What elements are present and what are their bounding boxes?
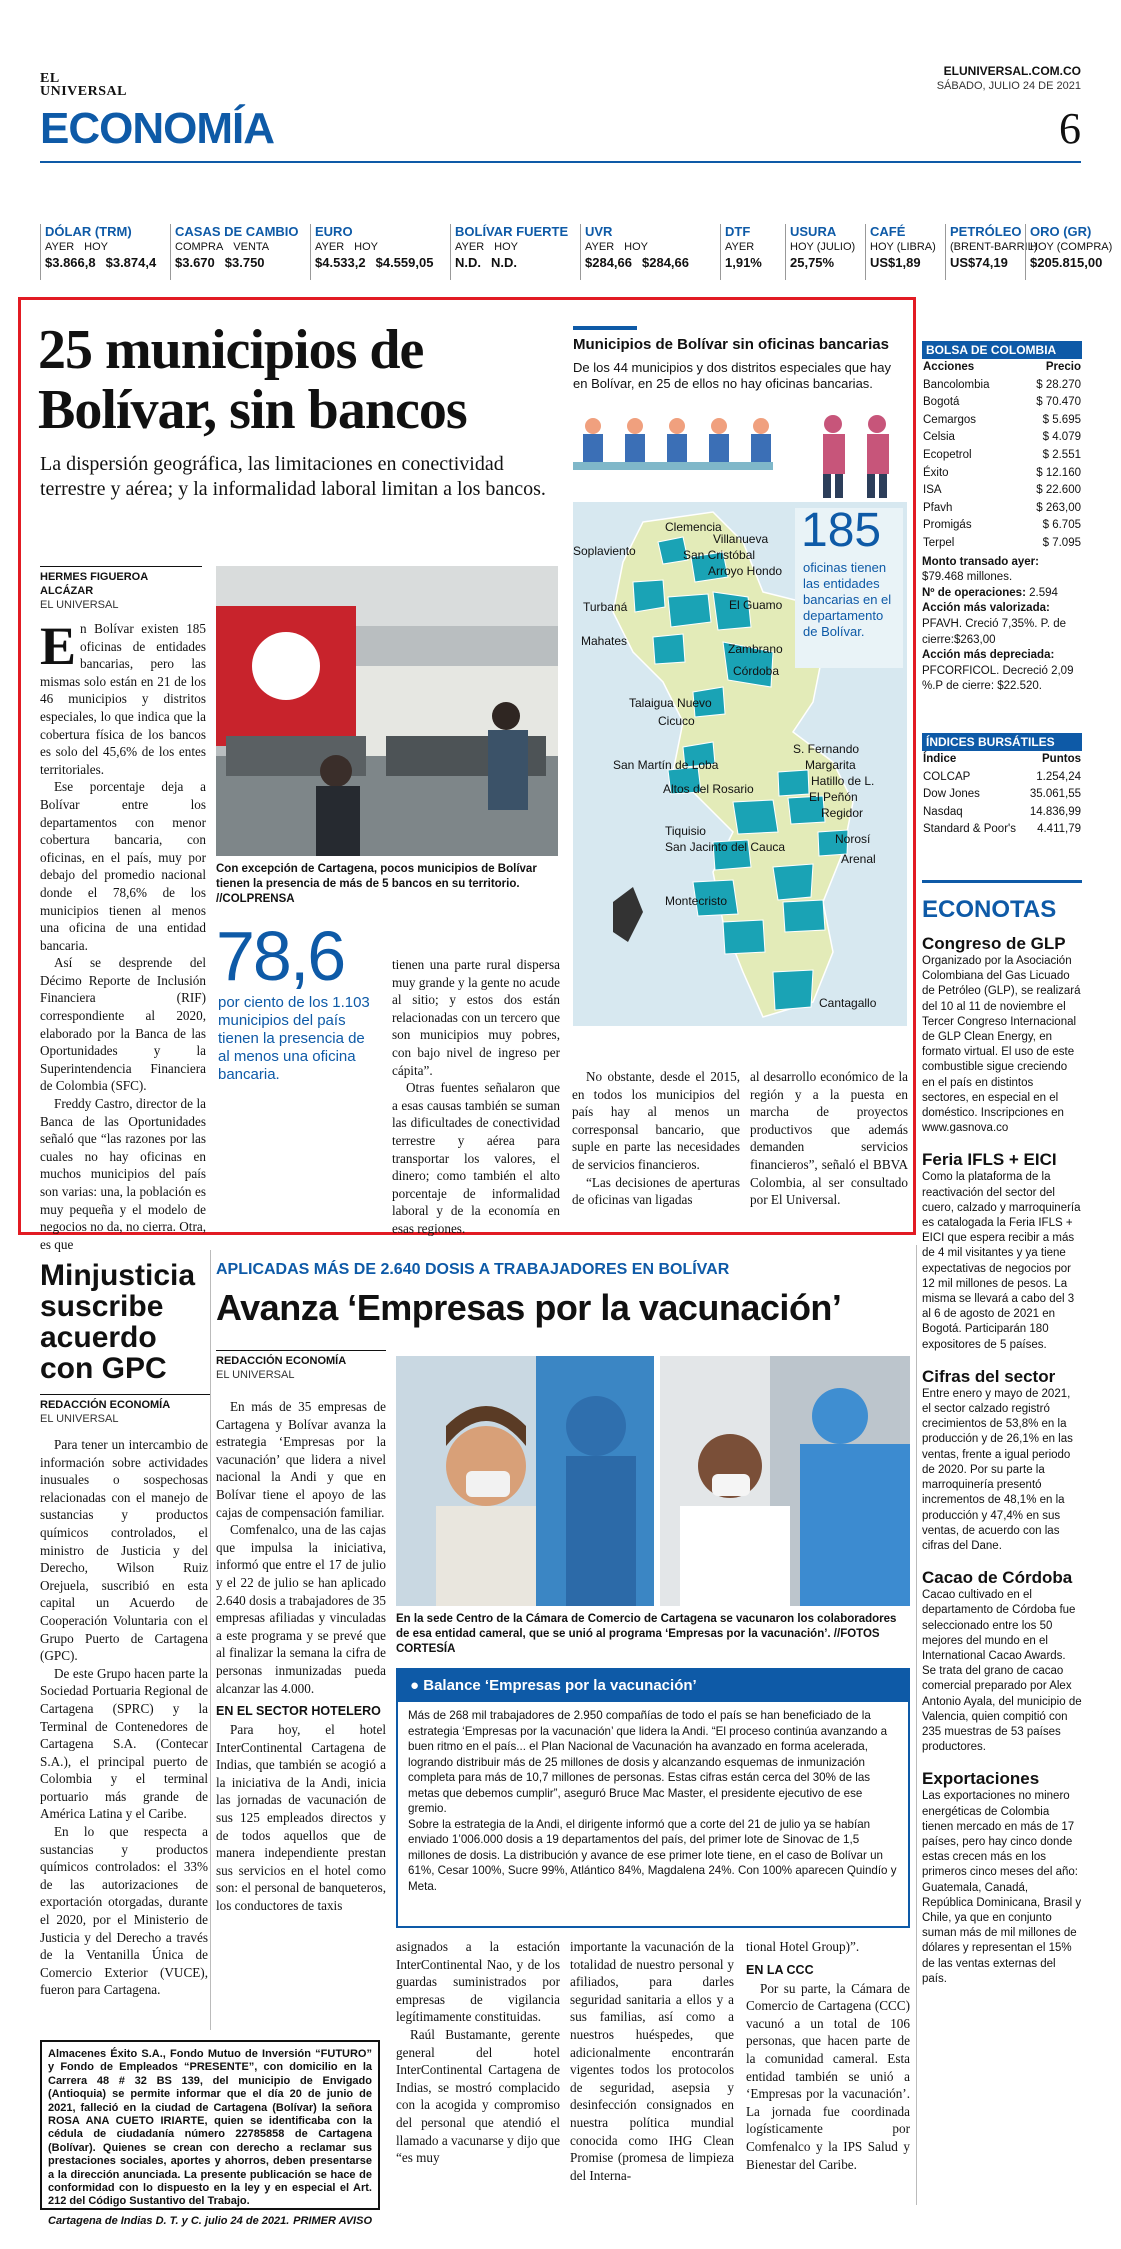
bolivar-map bbox=[573, 502, 907, 1026]
legal-notice-text: Almacenes Éxito S.A., Fondo Mutuo de Inversión “FUTURO” y Fondo de Empleados “PRESENTE”, con domicilio en la Carrera 48 # 32 BS 139, del municipio de Envigado (Antioquia) se permite informar que el día 20 de junio de 2021, falleció en la ciudad de Cartagena (Bolívar) la señora ROSA ANA CUETO IRIARTE, quien se identificaba con la cédula de ciudadanía número 22785858 de Cartagena (Bolívar). Quienes se crean con derecho a reclamar sus prestaciones sociales, aportes y ahorros, deben presentarse a la dirección anunciada. La presente publicación se hace de conformidad con lo dispuesto en la ley y en especial el Art. 212 del Código Sustantivo del Trabajo. bbox=[48, 2048, 372, 2208]
econota-head: Exportaciones bbox=[922, 1769, 1040, 1789]
info-accent-bar bbox=[573, 326, 637, 330]
table-row bbox=[922, 482, 1082, 500]
market-4 bbox=[580, 224, 720, 280]
map-town-label: Córdoba bbox=[733, 664, 780, 678]
bolsa-colombia bbox=[922, 341, 1082, 695]
column-separator bbox=[210, 1250, 211, 2030]
bolsa-note bbox=[922, 601, 1082, 648]
table-row bbox=[922, 429, 1082, 447]
market-title: ORO (GR) bbox=[1030, 224, 1092, 239]
market-value: US$74,19 bbox=[950, 255, 1008, 270]
map-town-label: Cicuco bbox=[658, 714, 695, 728]
market-value: $284,66 bbox=[642, 255, 689, 270]
map-stat-text: oficinas tienen las entidades bancarias en el departamento de Bolívar. bbox=[803, 560, 892, 639]
map-town-label: Villanueva bbox=[713, 532, 769, 546]
market-label: HOY bbox=[354, 241, 378, 253]
paragraph: tienen una parte rural dispersa muy grande y la gente no acude al sitio; y estos dos están relacionadas con un tercero que son municipios muy pobres, con bajo nivel de ingreso per cápita”. bbox=[392, 957, 560, 1078]
big-stat-number: 78,6 bbox=[216, 917, 345, 995]
bolsa-note-text: $79.468 millones. bbox=[922, 571, 1013, 584]
vacuna-subhead: EN LA CCC bbox=[746, 1962, 814, 1977]
market-label: AYER bbox=[315, 241, 345, 253]
paragraph: No obstante, desde el 2015, en todos los municipios del país hay al menos un corresponsal bancario, que suple en parte las necesidades de servicios financieros. bbox=[572, 1069, 740, 1172]
market-0 bbox=[40, 224, 170, 280]
map-town-label: Margarita bbox=[805, 758, 856, 772]
table-cell: $ 70.470 bbox=[1036, 396, 1081, 409]
paragraph: Para tener un intercambio de información sobre actividades inusuales o sospechosas relacionadas con el manejo de sustancias y productos químicos controlados, el ministro de Justicia y del Derecho, Wilson Ruiz Orejuela, suscribió en esta capital un Acuerdo de Cooperación Voluntaria con el Grupo Puerto de Cartagena (GPC). bbox=[40, 1437, 208, 1664]
table-cell: Terpel bbox=[923, 536, 955, 549]
paragraph: Por su parte, la Cámara de Comercio de Cartagena (CCC) vacunó a un total de 106 personas, que hacen parte de la comunidad cameral. Esta entidad también se unió a ‘Empresas por la vacunación’. La jornada fue coordinada logísticamente por Comfenalco y la IPS Salud y Bienestar del Caribe. bbox=[746, 1980, 910, 2172]
map-town-label: Talaigua Nuevo bbox=[629, 696, 712, 710]
table-cell: 1.254,24 bbox=[1036, 770, 1081, 783]
balance-title-text: Balance ‘Empresas por la vacunación’ bbox=[423, 1677, 697, 1694]
econota-head: Congreso de GLP bbox=[922, 934, 1066, 953]
table-row bbox=[922, 412, 1082, 430]
market-title: DÓLAR (TRM) bbox=[45, 224, 132, 239]
table-cell: Standard & Poor's bbox=[923, 823, 1016, 836]
infographic-subtitle: De los 44 municipios y dos distritos especiales que hay en Bolívar, en 25 de ellos no hay oficinas bancarias. bbox=[573, 360, 891, 391]
market-3 bbox=[450, 224, 580, 280]
table-row bbox=[922, 535, 1082, 553]
econota-text: Las exportaciones no minero energéticas de Colombia tienen mercado en más de 17 países, pero hay cinco donde estas crecen más en los primeros cinco meses del año: Guatemala, Canadá, República Dominicana, Brasil y Chile, ya que en conjunto suman más de mil millones de dólares y representan el 15% de las ventas externas del país. bbox=[922, 1790, 1082, 1985]
bolsa-note-text: 2.594 bbox=[1025, 586, 1058, 599]
market-label: COMPRA bbox=[175, 241, 224, 253]
minjusticia-body bbox=[40, 1436, 208, 1999]
market-indicators bbox=[40, 224, 1113, 280]
indices-table bbox=[922, 751, 1082, 839]
indices-title: ÍNDICES BURSÁTILES bbox=[922, 733, 1082, 751]
bolsa-note bbox=[922, 648, 1082, 695]
market-value: $4.533,2 bbox=[315, 255, 366, 270]
vacuna-headline: Avanza ‘Empresas por la vacunación’ bbox=[216, 1287, 842, 1328]
vacuna-byline bbox=[216, 1350, 386, 1382]
market-value: $284,66 bbox=[585, 255, 632, 270]
map-town-label: S. Fernando bbox=[793, 742, 860, 756]
paragraph: asignados a la estación InterContinental Nao, y de los guardas suministrados por empresas de vigilancia legítimamente constituidas. bbox=[396, 1939, 560, 2025]
vacuna-kicker: APLICADAS MÁS DE 2.640 DOSIS A TRABAJADORES EN BOLÍVAR bbox=[216, 1261, 730, 1278]
paragraph: “Las decisiones de aperturas de oficinas van ligadas bbox=[572, 1174, 740, 1208]
market-value: $205.815,00 bbox=[1030, 255, 1103, 270]
market-value: N.D. bbox=[491, 255, 517, 270]
header-rule bbox=[40, 161, 1081, 163]
bolsa-note bbox=[922, 555, 1082, 586]
market-title: USURA bbox=[790, 224, 837, 239]
outlet: EL UNIVERSAL bbox=[40, 599, 119, 611]
table-cell: $ 7.095 bbox=[1042, 536, 1081, 549]
map-town-label: Arenal bbox=[841, 852, 876, 866]
econota-text: Cacao cultivado en el departamento de Córdoba fue seleccionado entre los 50 mejores del mundo en el International Cacao Awards. Se trata del grano de cacao comercial preparado por Alex Antonio Ayala, del municipio de Valencia, quien compitió con 235 muestras de 53 países productores. bbox=[922, 1589, 1082, 1754]
site-url[interactable]: ELUNIVERSAL.COM.CO bbox=[943, 64, 1081, 78]
table-row bbox=[922, 804, 1082, 822]
market-value: $3.866,8 bbox=[45, 255, 96, 270]
table-cell: Promigás bbox=[923, 519, 972, 532]
balance-title bbox=[398, 1670, 908, 1702]
col-header: Puntos bbox=[1042, 753, 1081, 765]
table-cell: $ 263,00 bbox=[1036, 501, 1081, 514]
vaccination-photo-1 bbox=[396, 1356, 654, 1606]
bolsa-note-label: Monto transado ayer: bbox=[922, 555, 1039, 568]
econota-item bbox=[922, 1367, 1082, 1554]
vacuna-photo-caption: En la sede Centro de la Cámara de Comercio de Cartagena se vacunaron los colaboradores de esa entidad cameral, que se unió al programa ‘Empresas por la vacunación’. //FOTOS CORTESÍA bbox=[396, 1613, 897, 1655]
econota-item bbox=[922, 1568, 1082, 1755]
balance-box bbox=[396, 1668, 910, 1928]
map-town-label: San Martín de Loba bbox=[613, 758, 719, 772]
table-cell: $ 6.705 bbox=[1042, 519, 1081, 532]
econota-text: Como la plataforma de la reactivación del sector del cuero, calzado y marroquinería es catalogada la Feria IFLS + EICI que espera recibir a más de 4 mil visitantes y ya tiene expectativas de negocios por 12 mil millones de pesos. La misma se llevará a cabo del 3 al 6 de agosto de 2021 en Bogotá. Participarán 180 expositores de 5 países. bbox=[922, 1171, 1081, 1351]
market-label: AYER bbox=[585, 241, 615, 253]
legal-notice bbox=[40, 2040, 380, 2227]
market-title: DTF bbox=[725, 224, 751, 239]
paragraph: n Bolívar existen 185 oficinas de entidades bancarias, pero las mismas solo están en 21 de los 46 municipios y distritos especiales, lo que indica que la cobertura física de los bancos es solo del 45,6% de los entes territoriales. bbox=[40, 621, 206, 777]
econota-head: Cacao de Córdoba bbox=[922, 1568, 1073, 1588]
bolsa-note-text: PFCORFICOL. Decreció 2,09 %.P de cierre: $22.520. bbox=[922, 664, 1074, 693]
table-cell: Cemargos bbox=[923, 413, 977, 426]
page-number: 6 bbox=[1059, 104, 1081, 153]
outlet: EL UNIVERSAL bbox=[216, 1369, 295, 1381]
market-label: HOY (COMPRA) bbox=[1030, 241, 1113, 253]
table-cell: Celsia bbox=[923, 431, 955, 444]
market-2 bbox=[310, 224, 450, 280]
market-7 bbox=[865, 224, 945, 280]
vacuna-col-4 bbox=[746, 1938, 910, 2173]
table-row bbox=[922, 465, 1082, 483]
paragraph: Raúl Bustamante, gerente general del hotel InterContinental Cartagena de Indias, se mostró complacido con la acogida y compromiso del personal que atendió el llamado a vacunarse y dijo que “es muy bbox=[396, 2026, 560, 2166]
outlet: EL UNIVERSAL bbox=[40, 1413, 119, 1425]
table-cell: $ 12.160 bbox=[1036, 466, 1081, 479]
bolsa-note bbox=[922, 586, 1082, 602]
legal-notice-label: PRIMER AVISO bbox=[293, 2214, 372, 2227]
vacuna-col-2 bbox=[396, 1938, 560, 2167]
bank-office-photo bbox=[216, 566, 558, 856]
vaccination-photo-2 bbox=[660, 1356, 910, 1606]
market-value: 1,91% bbox=[725, 255, 762, 270]
map-town-label: Arroyo Hondo bbox=[708, 564, 783, 578]
edition-date: SÁBADO, JULIO 24 DE 2021 bbox=[936, 80, 1081, 92]
minjusticia-headline: Minjusticia suscribe acuerdo con GPC bbox=[40, 1259, 196, 1385]
paragraph: Así se desprende del Décimo Reporte de Inclusión Financiera (RIF) correspondiente al 2020, elaborado por la Banca de las Oportunidades y la Superintendencia Financiera de Colombia (SFC). bbox=[40, 955, 206, 1094]
indices-bursatiles bbox=[922, 733, 1082, 839]
byline bbox=[40, 566, 202, 612]
econota-text: Organizado por la Asociación Colombiana del Gas Licuado de Petróleo (GLP), se realizará del 10 al 11 de noviembre el Tercer Congreso Internacional de GLP Clean Energy, en formato virtual. El uso de este combustible sigue creciendo en el país en distintos sectores, en especial en el doméstico. Inscripciones en www.gasnova.co bbox=[922, 955, 1081, 1135]
bolsa-table bbox=[922, 359, 1082, 553]
legal-notice-place-date: Cartagena de Indias D. T. y C. julio 24 de 2021. bbox=[48, 2214, 290, 2227]
paragraph: En lo que respecta a sustancias y productos químicos controlados: el 33% de las autorizaciones de exportación otorgadas, durante el 2020, por el Ministerio de Justicia y del Derecho a través de la Ventanilla Única de Comercio Exterior (VUCE), fueron para Cartagena. bbox=[40, 1824, 208, 1998]
table-cell: Nasdaq bbox=[923, 805, 963, 818]
market-label: VENTA bbox=[233, 241, 270, 253]
main-col-2 bbox=[392, 956, 560, 1238]
bank-queue-illustration bbox=[573, 404, 907, 502]
paragraph: importante la vacunación de la totalidad de nuestro personal y afiliados, para darles seguridad sanitaria a ellos y a sus familias, así como a nuestros huéspedes, que adicionalmente encontrarán vigentes todos los protocolos de seguridad, asepsia y desinfección consignados en nuestra política mundial conocida como IHG Clean Promise (promesa de limpieza del Interna- bbox=[570, 1939, 734, 2183]
econota-item bbox=[922, 934, 1082, 1136]
market-6 bbox=[785, 224, 865, 280]
market-1 bbox=[170, 224, 310, 280]
table-cell: $ 5.695 bbox=[1042, 413, 1081, 426]
paragraph: Freddy Castro, director de la Banca de las Oportunidades señaló que “las razones por las cuales no hay oficinas en muchos municipios del país son varias: una, la población es muy pequeña y el modelo de negocios no da, no cierra. Otra, es que bbox=[40, 1096, 206, 1252]
market-value: $3.874,4 bbox=[105, 255, 157, 270]
bullet-icon: ● bbox=[410, 1677, 424, 1694]
econota-head: Cifras del sector bbox=[922, 1366, 1056, 1386]
author: REDACCIÓN ECONOMÍA bbox=[216, 1355, 347, 1367]
table-row bbox=[922, 821, 1082, 839]
market-label: HOY bbox=[494, 241, 518, 253]
map-town-label: San Cristóbal bbox=[683, 548, 756, 562]
econota-item bbox=[922, 1150, 1082, 1352]
map-town-label: Turbaná bbox=[583, 600, 628, 614]
table-cell: Bogotá bbox=[923, 396, 960, 409]
col-header: Precio bbox=[1045, 361, 1081, 373]
infographic-title: Municipios de Bolívar sin oficinas bancarias bbox=[573, 336, 889, 353]
table-cell: 4.411,79 bbox=[1037, 823, 1081, 836]
table-cell: Pfavh bbox=[923, 501, 953, 514]
market-label: AYER bbox=[45, 241, 75, 253]
market-title: PETRÓLEO bbox=[950, 224, 1022, 239]
market-value: $4.559,05 bbox=[375, 255, 434, 270]
dropcap: E bbox=[40, 616, 77, 676]
map-town-label: Norosí bbox=[835, 832, 871, 846]
bank-photo-caption: Con excepción de Cartagena, pocos municipios de Bolívar tienen la presencia de más de 5 bancos en su territorio. //COLPRENSA bbox=[216, 863, 537, 905]
table-row bbox=[922, 769, 1082, 787]
main-headline: 25 municipios de Bolívar, sin bancos bbox=[38, 319, 467, 441]
market-title: CASAS DE CAMBIO bbox=[175, 224, 299, 239]
newspaper-logo: EL UNIVERSAL bbox=[40, 71, 127, 99]
map-town-label: San Jacinto del Cauca bbox=[665, 840, 786, 854]
table-row bbox=[922, 500, 1082, 518]
econotas-rule bbox=[922, 880, 1082, 883]
table-cell: $ 2.551 bbox=[1042, 448, 1081, 461]
map-town-label: Mahates bbox=[581, 634, 628, 648]
paragraph: De este Grupo hacen parte la Sociedad Portuaria Regional de Cartagena (SPRC) y la Terminal de Contenedores de Cartagena S.A. (Contecar S.A.), el principal puerto de Colombia y el terminal portuario más grande de América Latina y el Caribe. bbox=[40, 1665, 208, 1822]
table-cell: Bancolombia bbox=[923, 378, 990, 391]
market-8 bbox=[945, 224, 1038, 280]
map-town-label: Altos del Rosario bbox=[663, 782, 754, 796]
main-col-3 bbox=[572, 1068, 740, 1209]
market-value: 25,75% bbox=[790, 255, 835, 270]
vacuna-subhead: EN EL SECTOR HOTELERO bbox=[216, 1704, 381, 1719]
econotas-list bbox=[922, 934, 1082, 2001]
author: REDACCIÓN ECONOMÍA bbox=[40, 1399, 171, 1411]
bolsa-note-label: Acción más depreciada: bbox=[922, 649, 1055, 662]
table-row bbox=[922, 377, 1082, 395]
market-label: (BRENT-BARRIL) bbox=[950, 241, 1038, 253]
column-separator bbox=[916, 1245, 917, 2205]
paragraph: tional Hotel Group)”. bbox=[746, 1939, 860, 1954]
table-cell: $ 22.600 bbox=[1036, 484, 1081, 497]
table-cell: Éxito bbox=[923, 466, 949, 479]
table-cell: $ 28.270 bbox=[1036, 378, 1081, 391]
econota-head: Feria IFLS + EICI bbox=[922, 1150, 1057, 1170]
map-town-label: Clemencia bbox=[665, 520, 722, 534]
paragraph: Ese porcentaje deja a Bolívar entre los departamentos con menor cobertura bancaria, con oficinas, en el país, muy por debajo del promedio nacional donde el 78,6% de los municipios tienen al menos una oficina de una entidad bancaria. bbox=[40, 779, 206, 953]
minjusticia-byline bbox=[40, 1394, 210, 1426]
table-cell: COLCAP bbox=[923, 770, 971, 783]
market-label: HOY bbox=[624, 241, 648, 253]
market-value: $3.750 bbox=[224, 255, 265, 270]
market-label: HOY (JULIO) bbox=[790, 241, 856, 253]
map-town-label: Zambrano bbox=[728, 642, 783, 656]
market-5 bbox=[720, 224, 785, 280]
bolsa-title: BOLSA DE COLOMBIA bbox=[922, 341, 1082, 359]
map-town-label: El Peñón bbox=[809, 790, 858, 804]
econota-item bbox=[922, 1769, 1082, 1987]
section-title: ECONOMÍA bbox=[40, 104, 274, 153]
market-label: AYER bbox=[725, 241, 755, 253]
table-cell: 35.061,55 bbox=[1029, 788, 1081, 801]
vacuna-col-1 bbox=[216, 1398, 386, 1915]
vacuna-col-3 bbox=[570, 1938, 734, 2184]
market-label: HOY bbox=[84, 241, 108, 253]
bolsa-note-label: Nº de operaciones: bbox=[922, 586, 1026, 599]
table-cell: Ecopetrol bbox=[923, 448, 972, 461]
paragraph: En más de 35 empresas de Cartagena y Bolívar avanza la estrategia ‘Empresas por la vacunación’ que lidera a nivel nacional la Andi y que en Bolívar tiene el apoyo de las cajas de compensación familiar. bbox=[216, 1399, 386, 1520]
map-town-label: Soplaviento bbox=[573, 544, 636, 558]
paragraph: Comfenalco, una de las cajas que impulsa la iniciativa, informó que entre el 17 de julio y el 22 de julio se han aplicado 2.640 dosis a trabajadores de 35 empresas afiliadas y vinculadas a este programa y se prevé que al finalizar la semana la cifra de personas inmunizadas pueda alcanzar las 4.000. bbox=[216, 1522, 386, 1696]
table-row bbox=[922, 786, 1082, 804]
map-town-label: El Guamo bbox=[729, 598, 783, 612]
table-row bbox=[922, 517, 1082, 535]
map-town-label: Montecristo bbox=[665, 894, 728, 908]
map-stat-number: 185 bbox=[801, 504, 882, 557]
map-town-label: Regidor bbox=[821, 806, 864, 820]
table-cell: ISA bbox=[923, 484, 942, 497]
bolsa-note-text: PFAVH. Creció 7,35%. P. de cierre:$263,00 bbox=[922, 617, 1067, 646]
market-value: $3.670 bbox=[175, 255, 215, 270]
col-header: Índice bbox=[923, 753, 957, 765]
paragraph: Otras fuentes señalaron que a esas causas también se suman las dificultades de conectividad terrestre y aérea para transportar los valores, el dinero; como también el alto porcentaje de informalidad laboral y de la economía en esas regiones. bbox=[392, 1080, 560, 1236]
market-title: CAFÉ bbox=[870, 224, 906, 239]
map-town-label: Hatillo de L. bbox=[811, 774, 875, 788]
market-title: EURO bbox=[315, 224, 353, 239]
market-label: AYER bbox=[455, 241, 485, 253]
table-cell: Dow Jones bbox=[923, 788, 980, 801]
market-label: HOY (LIBRA) bbox=[870, 241, 936, 253]
main-col-4 bbox=[750, 1068, 908, 1209]
main-col-1 bbox=[40, 616, 206, 1253]
author: HERMES FIGUEROA ALCÁZAR bbox=[40, 571, 148, 597]
market-9 bbox=[1025, 224, 1121, 280]
table-row bbox=[922, 394, 1082, 412]
market-value: N.D. bbox=[455, 255, 481, 270]
paragraph: al desarrollo económico de la región y a la puesta en marcha de proyectos productivos que además demanden servicios financieros”, señaló el BBVA Colombia, al ser consultado por El Universal. bbox=[750, 1069, 908, 1208]
market-title: BOLÍVAR FUERTE bbox=[455, 224, 569, 239]
col-header: Acciones bbox=[923, 361, 975, 373]
table-row bbox=[922, 447, 1082, 465]
market-value: US$1,89 bbox=[870, 255, 921, 270]
map-town-label: Cantagallo bbox=[819, 996, 877, 1010]
econota-text: Entre enero y mayo de 2021, el sector calzado registró crecimientos de 53,8% en la producción y de 26,1% en las ventas, frente a igual periodo de 2020. Por su parte la marroquinería presentó incrementos de 48,1% en la producción y 47,4% en sus ventas, de acuerdo con las cifras del Dane. bbox=[922, 1387, 1073, 1552]
big-stat-text: por ciento de los 1.103 municipios del país tienen la presencia de al menos una oficina bancaria. bbox=[218, 994, 370, 1083]
econotas-title: ECONOTAS bbox=[922, 896, 1057, 923]
balance-text: Más de 268 mil trabajadores de 2.950 compañías de todo el país se han beneficiado de la estrategia ‘Empresas por la vacunación’ que lidera la Andi. “El proceso continúa avanzando a buen ritmo en el país... el Plan Nacional de Vacunación ha avanzado en forma acelerada, logrando distribuir más de 25 millones de dosis y alcanzando esquemas de inmunización completa para más de 10,7 millones de personas. Estas cifras están cerca del 30% de las metas que debemos cumplir”, aseguró Bruce Mac Master, el presidente ejecutivo de ese gremio. Sobre la estrategia de la Andi, el dirigente informó que a corte del 21 de julio ya se habían enviado 1’006.000 dosis a 19 departamentos del país, del primer lote de Sinovac de 1,5 millones de dosis. La distribución y avance de ese primer lote tiene, en el caso de Bolívar un 61%, Cesar 100%, Sucre 99%, Atlántico 84%, Magdalena 24%. Con 100% aparecen Quindío y Meta. bbox=[408, 1709, 897, 1893]
market-title: UVR bbox=[585, 224, 613, 239]
map-town-label: Tiquisio bbox=[665, 824, 706, 838]
paragraph: Para hoy, el hotel InterContinental Cartagena de Indias, que también se acogió a la iniciativa de la Andi, inicia las jornadas de vacunación de sus 125 empleados directos y de todos aquellos que de manera independiente prestan sus servicios en el hotel como son: el personal de banqueteros, los conductores de taxis bbox=[216, 1722, 386, 1914]
bolsa-note-label: Acción más valorizada: bbox=[922, 602, 1050, 615]
main-deck: La dispersión geográfica, las limitaciones en conectividad terrestre y aérea; y la informalidad laboral limitan a los bancos. bbox=[40, 453, 546, 500]
table-cell: $ 4.079 bbox=[1042, 431, 1081, 444]
table-cell: 14.836,99 bbox=[1029, 805, 1081, 818]
